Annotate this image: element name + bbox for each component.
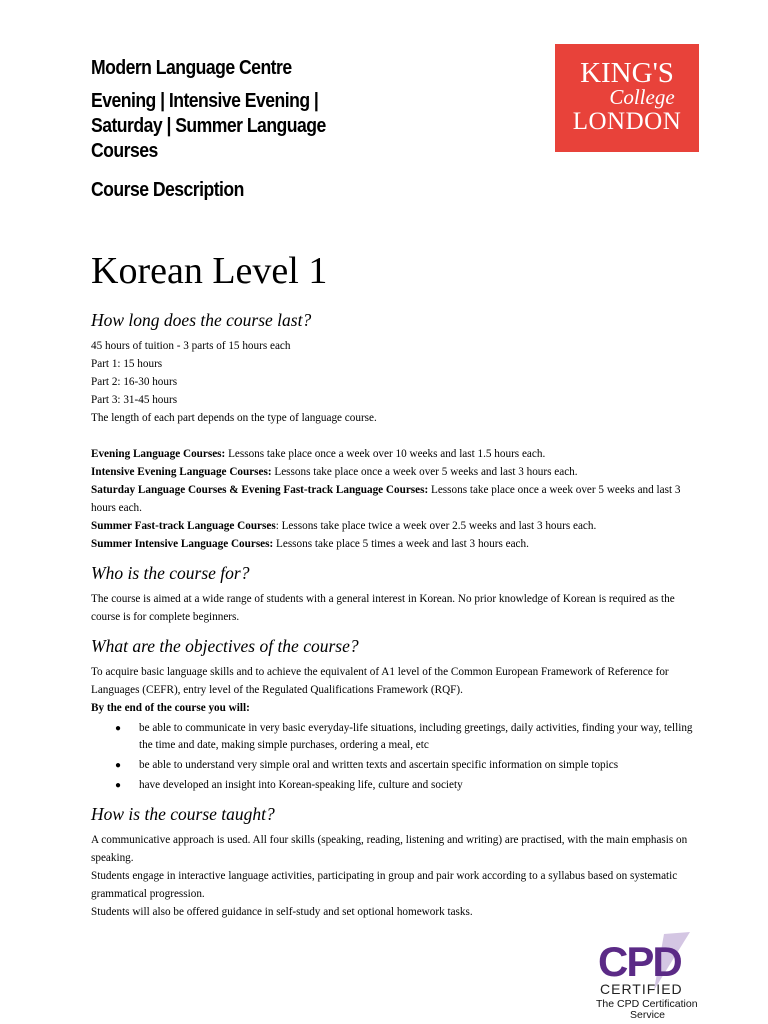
centre-name: Modern Language Centre — [91, 57, 292, 79]
course-type-text: Lessons take place 5 times a week and last 3 hours each. — [273, 538, 529, 550]
section-heading-audience: Who is the course for? — [91, 563, 250, 583]
course-type-item — [91, 463, 696, 481]
duration-line: Part 1: 15 hours — [91, 358, 163, 370]
duration-line: The length of each part depends on the type of language course. — [91, 412, 377, 424]
header-block — [91, 56, 511, 203]
course-type-text: Lessons take place once a week over 5 weeks and last 3 hours each. — [91, 484, 681, 514]
cpd-big-text: CPD — [598, 938, 681, 985]
logo-line-college: College — [609, 85, 675, 109]
teaching-paragraph: A communicative approach is used. All four skills (speaking, reading, listening and writing) are practised, with the main emphasis on speaking. — [91, 834, 688, 864]
course-description-heading: Course Description — [91, 179, 244, 201]
list-item: ● be able to communicate in very basic everyday-life situations, including greetings, daily activities, finding your way, telling the time and date, making simple purchases, ordering a meal, etc — [115, 722, 693, 751]
course-type-label: Intensive Evening Language Courses: — [91, 466, 272, 478]
cpd-service-line1: The CPD Certification — [596, 998, 698, 1010]
logo-line-london: LONDON — [572, 108, 682, 135]
course-type-label: Saturday Language Courses & Evening Fast-track Language Courses: — [91, 484, 429, 496]
objectives-lead: By the end of the course you will: — [91, 702, 250, 714]
bullet-icon: ● — [115, 780, 122, 791]
course-type-item — [91, 481, 696, 517]
cpd-certified-logo — [594, 928, 708, 1020]
section-heading-duration: How long does the course last? — [91, 310, 312, 330]
audience-text: The course is aimed at a wide range of students with a general interest in Korean. No prior knowledge of Korean is required as the course is for complete beginners. — [91, 593, 675, 623]
cpd-certified-text: CERTIFIED — [600, 981, 683, 997]
course-type-item — [91, 517, 696, 535]
list-item: ● have developed an insight into Korean-speaking life, culture and society — [91, 777, 696, 794]
page-title: Korean Level 1 — [91, 250, 328, 292]
section-heading-objectives: What are the objectives of the course? — [91, 636, 359, 656]
course-type-item — [91, 445, 696, 463]
course-type-label: Evening Language Courses: — [91, 448, 226, 460]
objectives-intro: To acquire basic language skills and to achieve the equivalent of A1 level of the Common European Framework of Reference for Languages (CEFR), entry level of the Regulated Qualifications Framework (RQF). — [91, 666, 669, 696]
course-type-item — [91, 535, 696, 553]
bullet-icon: ● — [115, 760, 122, 771]
duration-line: 45 hours of tuition - 3 parts of 15 hours each — [91, 340, 291, 352]
kings-college-logo — [555, 44, 699, 152]
course-type-text: Lessons take place once a week over 5 weeks and last 3 hours each. — [271, 466, 578, 478]
objectives-list — [91, 720, 696, 794]
duration-line: Part 2: 16-30 hours — [91, 376, 178, 388]
teaching-paragraph: Students will also be offered guidance in self-study and set optional homework tasks. — [91, 906, 473, 918]
teaching-paragraph: Students engage in interactive language activities, participating in group and pair work according to a syllabus based on systematic grammatical progression. — [91, 870, 678, 900]
course-type-label: Summer Fast-track Language Courses — [91, 520, 276, 532]
cpd-service-line2: Service — [630, 1009, 666, 1020]
course-types-heading: Evening | Intensive Evening | Saturday | Summer Language Courses — [91, 90, 326, 162]
course-type-text: Lessons take place once a week over 10 weeks and last 1.5 hours each. — [225, 448, 546, 460]
section-heading-teaching: How is the course taught? — [91, 804, 275, 824]
course-type-text: : Lessons take place twice a week over 2.5 weeks and last 3 hours each. — [275, 520, 597, 532]
course-type-label: Summer Intensive Language Courses: — [91, 538, 274, 550]
logo-line-kings: KING'S — [580, 57, 674, 89]
course-content — [91, 308, 696, 921]
bullet-icon: ● — [115, 723, 122, 734]
list-item: ● be able to understand very simple oral and written texts and ascertain specific information on simple topics — [91, 757, 696, 774]
duration-line: Part 3: 31-45 hours — [91, 394, 178, 406]
